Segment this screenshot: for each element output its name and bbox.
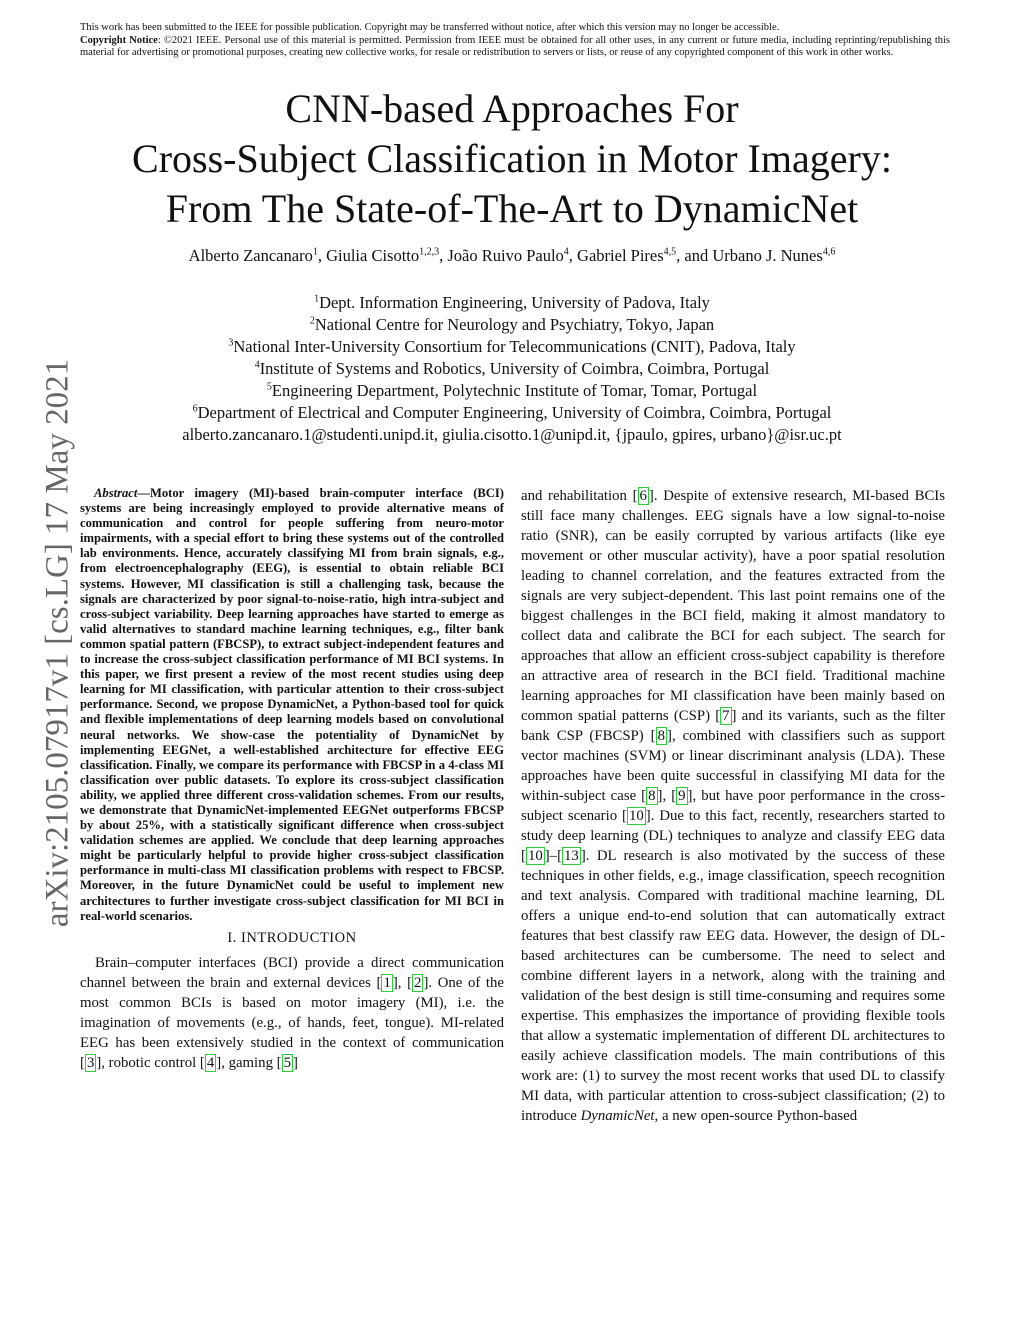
author-list xyxy=(80,246,944,266)
body-text: and its variants, such as the filter bank CSP (FBCSP) xyxy=(521,708,945,744)
body-text: , xyxy=(397,974,408,991)
citation-link[interactable]: 5 xyxy=(283,1054,292,1071)
abstract xyxy=(80,486,504,924)
body-text: – xyxy=(549,848,558,864)
affiliation-text: National Inter-University Consortium for Telecommunications (CNIT), Padova, Italy xyxy=(233,337,796,356)
author-affiliation-mark: 4 xyxy=(563,246,569,258)
affiliation-text: Department of Electrical and Computer Engineering, University of Coimbra, Coimbra, Portugal xyxy=(197,403,832,422)
email-addresses: alberto.zancanaro.1@studenti.unipd.it, giulia.cisotto.1@unipd.it, {jpaulo, gpires, urbano}@isr.uc.pt xyxy=(182,425,842,444)
author-name: Alberto Zancanaro xyxy=(188,246,313,265)
title-line-1: CNN-based Approaches For xyxy=(285,86,739,131)
title-line-3: From The State-of-The-Art to DynamicNet xyxy=(165,186,859,231)
citation-link[interactable]: 4 xyxy=(206,1054,215,1071)
citation-link[interactable]: 6 xyxy=(639,488,647,504)
body-text: , but have poor performance in the cross-subject scenario xyxy=(521,788,945,824)
copyright-notice xyxy=(80,22,950,60)
left-column xyxy=(80,486,504,1073)
citation-link[interactable]: 10 xyxy=(628,808,644,824)
affiliation-mark: 4 xyxy=(254,359,260,371)
citation-link[interactable]: 3 xyxy=(86,1054,95,1071)
affiliation-text: Dept. Information Engineering, University of Padova, Italy xyxy=(319,293,710,312)
body-text: , a new open-source Python-based xyxy=(654,1108,858,1124)
citation-link[interactable]: 9 xyxy=(678,788,686,804)
citation-link[interactable]: 13 xyxy=(564,848,579,864)
affiliation-list xyxy=(80,292,944,424)
citation-link[interactable]: 8 xyxy=(657,728,666,744)
affiliation-mark: 3 xyxy=(228,337,234,349)
body-text: , combined with classifiers such as support vector machines (SVM) or linear discriminant analysis (LDA). These approaches have been quite successful in classifying MI data for the within-subject case xyxy=(521,728,945,804)
author-name: João Ruivo Paulo xyxy=(447,246,564,265)
author-separator: , xyxy=(317,246,327,265)
author-name: Gabriel Pires xyxy=(577,246,664,265)
citation-link[interactable]: 8 xyxy=(648,788,656,804)
author-name: Giulia Cisotto xyxy=(326,246,420,265)
body-text: . DL research is also motivated by the success of these techniques in other fields, e.g., image classification, speech recognition and text analysis. Compared with traditional machine learning, DL offers a unique end-to-end solution that can automatically extract features that best classify raw EEG data. However, the design of DL-based architectures can be cumbersome. The need to select and combine different layers in a network, along with the training and validation of the best design is still time-consuming and requires some expertise. This emphasizes the importance of providing flexible tools that allow a systematic implementation of different DL architectures to easily achieve classification models. The main contributions of this work are: (1) to survey the most recent works that used DL to classify MI data, with particular attention to cross-subject classification; (2) to introduce xyxy=(521,848,945,1124)
right-column: and rehabilitation [ 6 ]. Despite of extensive research, MI-based BCIs still face many challenges. EEG signals have a low signal-to-noise ratio (SNR), can be easily corrupted by various artifacts (like eye movement or other muscular activity), have a poor spatial resolution leading to channel correlation, and the features extracted from the signals are very subject-dependent. This last point remains one of the biggest challenges in the BCI field, making it almost mandatory to collect data and calibrate the BCI for each subject. The search for approaches that allow an efficient cross-subject capability is therefore an attractive area of research in the BCI field. Traditional machine learning approaches for MI classification have been mainly based on common spatial patterns (CSP) [ 7 ] and its variants, such as the filter bank CSP (FBCSP) [ 8 ], combined with classifiers such as support vector machines (SVM) or linear discriminant analysis (LDA). These approaches have been quite successful in classifying MI data for the within-subject case [ 8 ], [ 9 ], but have poor performance in the cross-subject scenario [ 10 ]. Due to this fact, recently, researchers started to study deep learning (DL) techniques to analyze and classify EEG data [ 10 ]–[ 13 ]. DL research is also motivated by the success of these techniques in other fields, e.g., image classification, speech recognition and text analysis. Compared with traditional machine learning, DL offers a unique end-to-end solution that can automatically extract features that best classify raw EEG data. However, the design of DL-based architectures can be cumbersome. The need to select and combine different layers in a network, along with the training and validation of the best design is still time-consuming and requires some expertise. This emphasizes the importance of providing flexible tools that allow a systematic implementation of different DL architectures to easily achieve classification models. The main contributions of this work are: (1) to survey the most recent works that used DL to classify MI data, with particular attention to cross-subject classification; (2) to introduce DynamicNet, a new open-source Python-based xyxy=(521,488,945,1124)
body-text: , robotic control xyxy=(101,1054,200,1071)
author-separator: , and xyxy=(676,246,713,265)
emphasis-text: DynamicNet xyxy=(580,1108,655,1124)
affiliation-line xyxy=(80,402,944,424)
affiliation-mark: 5 xyxy=(266,381,272,393)
abstract-text: —Motor imagery (MI)-based brain-computer interface (BCI) systems are being increasingly employed to provide alternative means of communication and control for people suffering from neuro-motor impairments, with a special effort to bring these systems out of the controlled lab environments. Hence, accurately classifying MI from brain signals, e.g., from electroencephalography (EEG), is essential to obtain reliable BCI systems. However, MI classification is still a challenging task, because the signals are characterized by poor signal-to-noise-ratio, high intra-subject and cross-subject variability. Deep learning approaches have started to emerge as valid alternatives to standard machine learning techniques, e.g., filter bank common spatial pattern (FBCSP), to extract subject-independent features and to increase the cross-subject classification performance of MI BCI systems. In this paper, we first present a review of the most recent studies using deep learning for MI classification, with particular attention to their cross-subject performance. Second, we propose DynamicNet, a Python-based tool for quick and flexible implementations of deep learning models based on convolutional neural networks. We show-case the potentiality of DynamicNet by implementing EEGNet, a well-established architecture for effective EEG classification. Finally, we compare its performance with FBCSP in a 4-class MI classification over public datasets. To explore its cross-subject classification ability, we applied three different cross-validation schemes. From our results, we demonstrate that DynamicNet-implemented EEGNet outperforms FBCSP by about 25%, with a statistically significant difference when cross-subject validation schemes are applied. We conclude that deep learning approaches might be particularly helpful to provide higher cross-subject classification performance in multi-class MI classification problems with respect to FBCSP. Moreover, in the future DynamicNet could be useful to implement new architectures to further investigate cross-subject classification for MI BCI in real-world scenarios. xyxy=(80,486,504,923)
affiliation-line xyxy=(80,292,944,314)
paper-title xyxy=(80,84,944,234)
body-text: . Despite of extensive research, MI-based BCIs still face many challenges. EEG signals have a low signal-to-noise ratio (SNR), can be easily corrupted by various artifacts (like eye movement or other muscular activity), have a poor spatial resolution leading to channel correlation, and the features extracted from the signals are very subject-dependent. This last point remains one of the biggest challenges in the BCI field, making it almost mandatory to collect data and calibrate the BCI for each subject. The search for approaches that allow an efficient cross-subject capability is therefore an attractive area of research in the BCI field. Traditional machine learning approaches for MI classification have been mainly based on common spatial patterns (CSP) xyxy=(521,488,945,724)
body-text: . One of the most common BCIs is based on motor imagery (MI), i.e. the imagination of movements (e.g., of hands, feet, tongue). MI-related EEG has been extensively studied in the context of communication xyxy=(80,974,504,1051)
author-affiliation-mark: 1 xyxy=(312,246,318,258)
body-text: , xyxy=(662,788,672,804)
affiliation-line xyxy=(80,358,944,380)
affiliation-mark: 2 xyxy=(309,315,315,327)
body-text: and rehabilitation xyxy=(521,488,633,504)
introduction-paragraph: Brain–computer interfaces (BCI) provide a direct communication channel between the brain and external devices [ 1 ], [ 2 ]. One of the most common BCIs is based on motor imagery (MI), i.e. the imagination of movements (e.g., of hands, feet, tongue). MI-related EEG has been extensively studied in the context of communication [ 3 ], robotic control [ 4 ], gaming [ 5 ] xyxy=(80,954,504,1071)
citation-link[interactable]: 2 xyxy=(414,974,422,991)
affiliation-line xyxy=(80,314,944,336)
affiliation-mark: 1 xyxy=(314,293,320,305)
affiliation-text: National Centre for Neurology and Psychiatry, Tokyo, Japan xyxy=(314,315,715,334)
body-text: , gaming xyxy=(221,1054,277,1071)
title-line-2: Cross-Subject Classification in Motor Imagery: xyxy=(132,136,892,181)
citation-link[interactable]: 1 xyxy=(383,974,391,991)
affiliation-line xyxy=(80,380,944,402)
affiliation-line xyxy=(80,336,944,358)
affiliation-text: Institute of Systems and Robotics, University of Coimbra, Coimbra, Portugal xyxy=(259,359,770,378)
section-heading-introduction: I. INTRODUCTION xyxy=(227,929,357,946)
author-affiliation-mark: 4,6 xyxy=(822,246,836,258)
affiliation-text: Engineering Department, Polytechnic Institute of Tomar, Tomar, Portugal xyxy=(271,381,758,400)
author-affiliation-mark: 1,2,3 xyxy=(419,246,440,258)
author-separator: , xyxy=(439,246,448,265)
author-name: Urbano J. Nunes xyxy=(712,246,823,265)
author-affiliation-mark: 4,5 xyxy=(663,246,677,258)
notice-line1: This work has been submitted to the IEEE for possible publication. Copyright may be transferred without notice, after which this version may no longer be accessible. xyxy=(80,22,780,33)
body-text: . Due to this fact, recently, researchers started to study deep learning (DL) techniques to analyze and classify EEG data xyxy=(521,808,945,844)
copyright-text: : ©2021 IEEE. Personal use of this material is permitted. Permission from IEEE must be obtained for all other uses, in any current or future media, including reprinting/republishing this material for advertising or promotional purposes, creating new collective works, for resale or redistribution to servers or lists, or reuse of any copyrighted component of this work in other works. xyxy=(80,34,950,58)
abstract-label: Abstract xyxy=(94,486,138,500)
body-text: Brain–computer interfaces (BCI) provide a direct communication channel between the brain and external devices xyxy=(80,954,504,991)
citation-link[interactable]: 10 xyxy=(527,848,543,864)
copyright-label: Copyright Notice xyxy=(80,34,158,46)
affiliation-mark: 6 xyxy=(192,403,198,415)
author-separator: , xyxy=(568,246,578,265)
citation-link[interactable]: 7 xyxy=(722,708,730,724)
affiliations xyxy=(80,292,944,446)
arxiv-stamp: arXiv:2105.07917v1 [cs.LG] 17 May 2021 xyxy=(39,358,76,928)
